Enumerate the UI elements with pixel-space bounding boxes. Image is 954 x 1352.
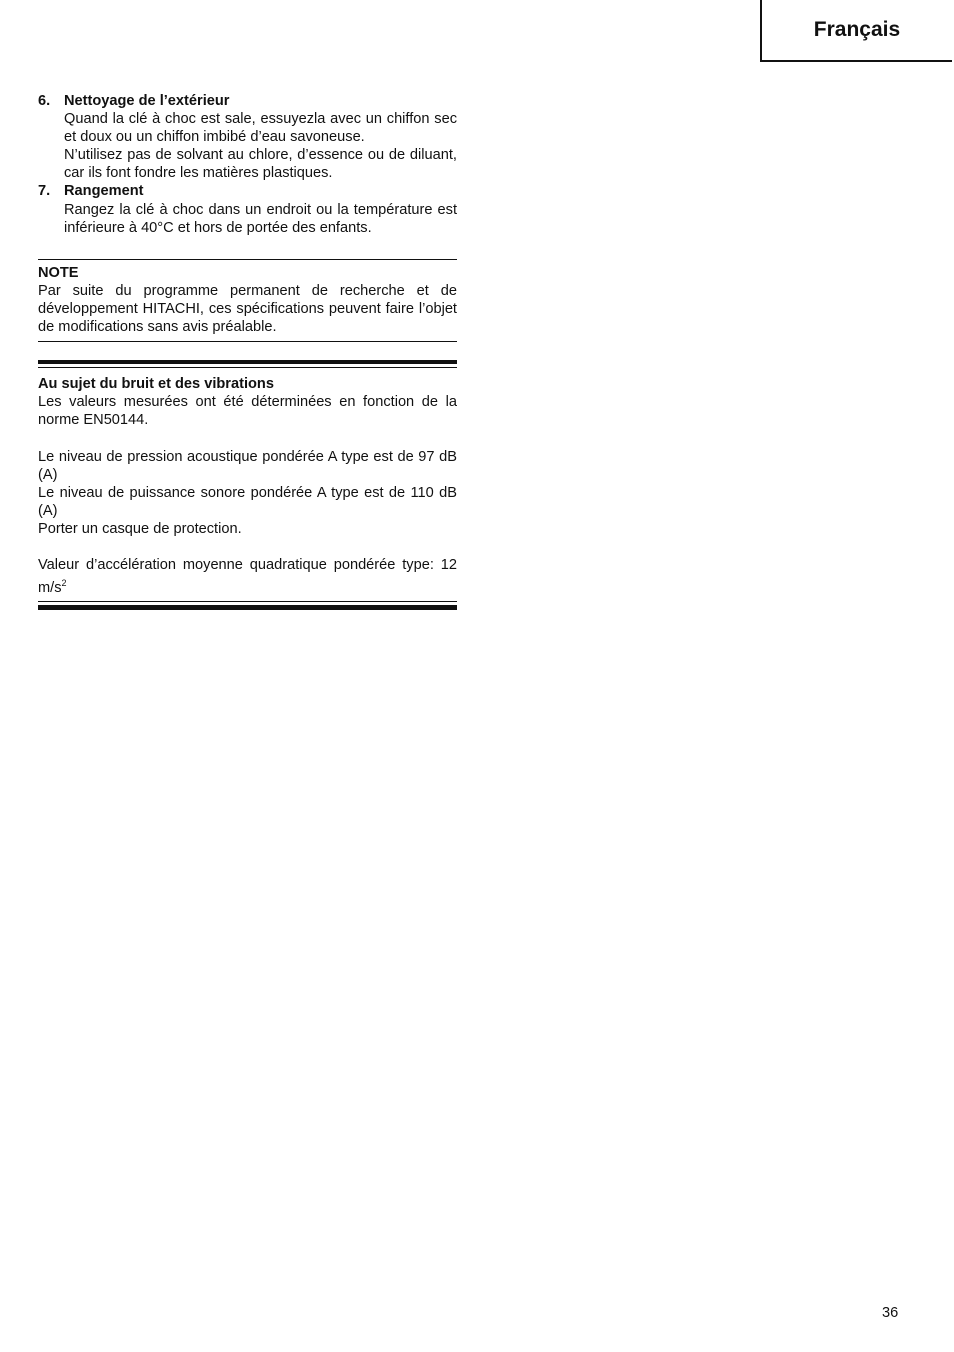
item-heading — [38, 92, 457, 110]
item-heading — [38, 182, 457, 200]
list-item — [38, 182, 457, 236]
item-paragraph: Quand la clé à choc est sale, essuyezla avec un chiffon sec et doux ou un chiffon imbibé d’eau savoneuse. — [64, 111, 457, 146]
noise-power: Le niveau de puissance sonore pondérée A type est de 110 dB (A) — [38, 484, 457, 519]
noise-pressure: Le niveau de pression acoustique pondérée A type est de 97 dB (A) — [38, 448, 457, 483]
language-label: Français — [813, 18, 901, 41]
noise-bottom-thick-divider — [38, 605, 457, 610]
noise-title: Au sujet du bruit et des vibrations — [38, 376, 274, 393]
item-number: 6. — [38, 93, 51, 109]
item-title: Rangement — [64, 183, 144, 200]
content-column — [38, 92, 457, 610]
vibration-exponent: 2 — [61, 578, 67, 589]
note-title: NOTE — [38, 264, 79, 281]
page-number: 36 — [882, 1305, 899, 1321]
item-paragraph: N’utilisez pas de solvant au chlore, d’essence ou de diluant, car ils font fondre les matières plastiques. — [64, 147, 457, 182]
noise-section — [38, 368, 457, 601]
noise-vibration — [38, 556, 457, 597]
list-item — [38, 92, 457, 182]
item-title: Nettoyage de l’extérieur — [64, 93, 230, 109]
item-paragraph: Rangez la clé à choc dans un endroit ou la température est inférieure à 40°C et hors de portée des enfants. — [64, 201, 457, 236]
item-body — [64, 110, 457, 182]
language-tab — [760, 0, 952, 62]
item-number: 7. — [38, 183, 51, 200]
noise-protection: Porter un casque de protection. — [38, 520, 242, 537]
vibration-text: Valeur d’accélération moyenne quadratique pondérée type: 12 m/s — [38, 557, 457, 597]
note-text: Par suite du programme permanent de recherche et de développement HITACHI, ces spécifications peuvent faire l’objet de modifications sans avis préalable. — [38, 282, 457, 336]
noise-intro: Les valeurs mesurées ont été déterminées en fonction de la norme EN50144. — [38, 394, 457, 429]
note-box — [38, 260, 457, 341]
item-body — [64, 201, 457, 237]
